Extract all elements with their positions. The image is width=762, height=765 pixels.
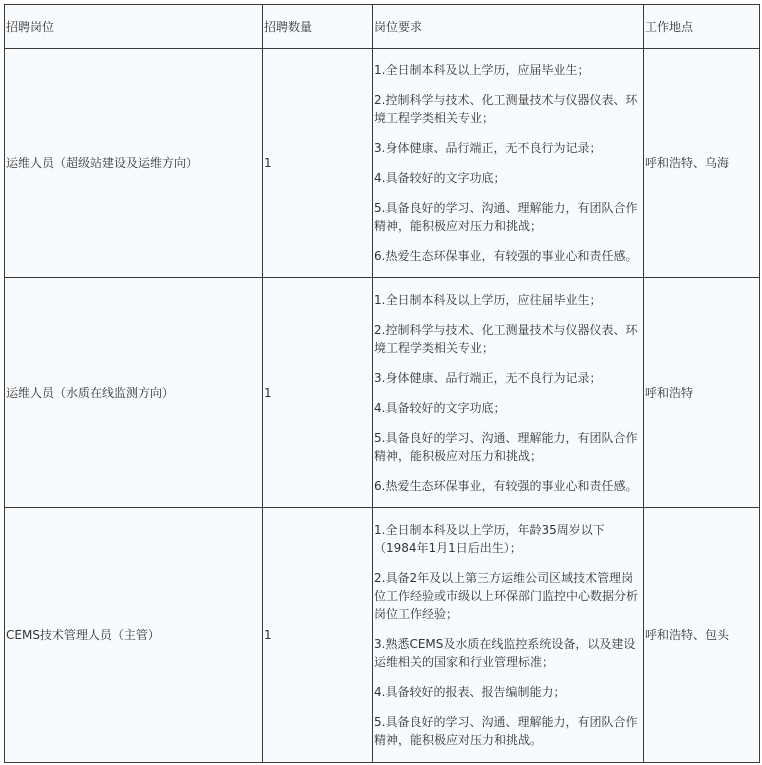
requirement-item: 3.熟悉CEMS及水质在线监控系统设备，以及建设运维相关的国家和行业管理标准； <box>374 637 636 669</box>
table-row <box>5 49 760 278</box>
requirement-item: 1.全日制本科及以上学历，应届毕业生； <box>374 63 590 77</box>
table-row <box>5 508 760 763</box>
recruitment-table <box>4 4 760 763</box>
requirements-cell <box>373 278 644 508</box>
requirement-item: 2.控制科学与技术、化工测量技术与仪器仪表、环境工程学类相关专业； <box>374 322 638 355</box>
requirement-item: 1.全日制本科及以上学历，年龄35周岁以下（1984年1月1日后出生）； <box>374 523 605 555</box>
requirements-cell <box>373 49 644 278</box>
requirement-item: 2.控制科学与技术、化工测量技术与仪器仪表、环境工程学类相关专业； <box>374 93 638 125</box>
position-cell: CEMS技术管理人员（主管） <box>5 508 263 763</box>
header-position: 招聘岗位 <box>5 5 263 49</box>
header-requirements: 岗位要求 <box>373 5 644 49</box>
location-cell: 呼和浩特、乌海 <box>644 49 760 278</box>
requirement-item: 5.具备良好的学习、沟通、理解能力，有团队合作精神，能积极应对压力和挑战； <box>374 430 638 463</box>
header-count: 招聘数量 <box>263 5 373 49</box>
requirement-item: 3.身体健康、品行端正，无不良行为记录； <box>374 370 602 385</box>
header-row <box>5 5 760 49</box>
location-cell: 呼和浩特 <box>644 278 760 508</box>
requirement-item: 5.具备良好的学习、沟通、理解能力，有团队合作精神，能积极应对压力和挑战； <box>374 201 638 233</box>
requirement-item: 4.具备较好的报表、报告编制能力； <box>374 685 566 699</box>
position-cell: 运维人员（超级站建设及运维方向） <box>5 49 263 278</box>
count-cell: 1 <box>263 508 373 763</box>
requirement-item: 4.具备较好的文字功底； <box>374 400 506 415</box>
position-cell: 运维人员（水质在线监测方向） <box>5 278 263 508</box>
requirement-item: 4.具备较好的文字功底； <box>374 171 506 185</box>
requirement-item: 5.具备良好的学习、沟通、理解能力，有团队合作精神，能积极应对压力和挑战。 <box>374 715 638 747</box>
header-location: 工作地点 <box>644 5 760 49</box>
requirement-item: 6.热爱生态环保事业，有较强的事业心和责任感。 <box>374 249 638 263</box>
count-cell: 1 <box>263 278 373 508</box>
table-row <box>5 278 760 508</box>
count-cell: 1 <box>263 49 373 278</box>
location-cell: 呼和浩特、包头 <box>644 508 760 763</box>
requirement-item: 1.全日制本科及以上学历，应往届毕业生； <box>374 292 602 307</box>
requirement-item: 3.身体健康、品行端正，无不良行为记录； <box>374 141 602 155</box>
requirement-item: 6.热爱生态环保事业，有较强的事业心和责任感。 <box>374 478 638 493</box>
requirement-item: 2.具备2年及以上第三方运维公司区域技术管理岗位工作经验或市级以上环保部门监控中心数据分析岗位工作经验； <box>374 571 639 621</box>
requirements-cell <box>373 508 644 763</box>
